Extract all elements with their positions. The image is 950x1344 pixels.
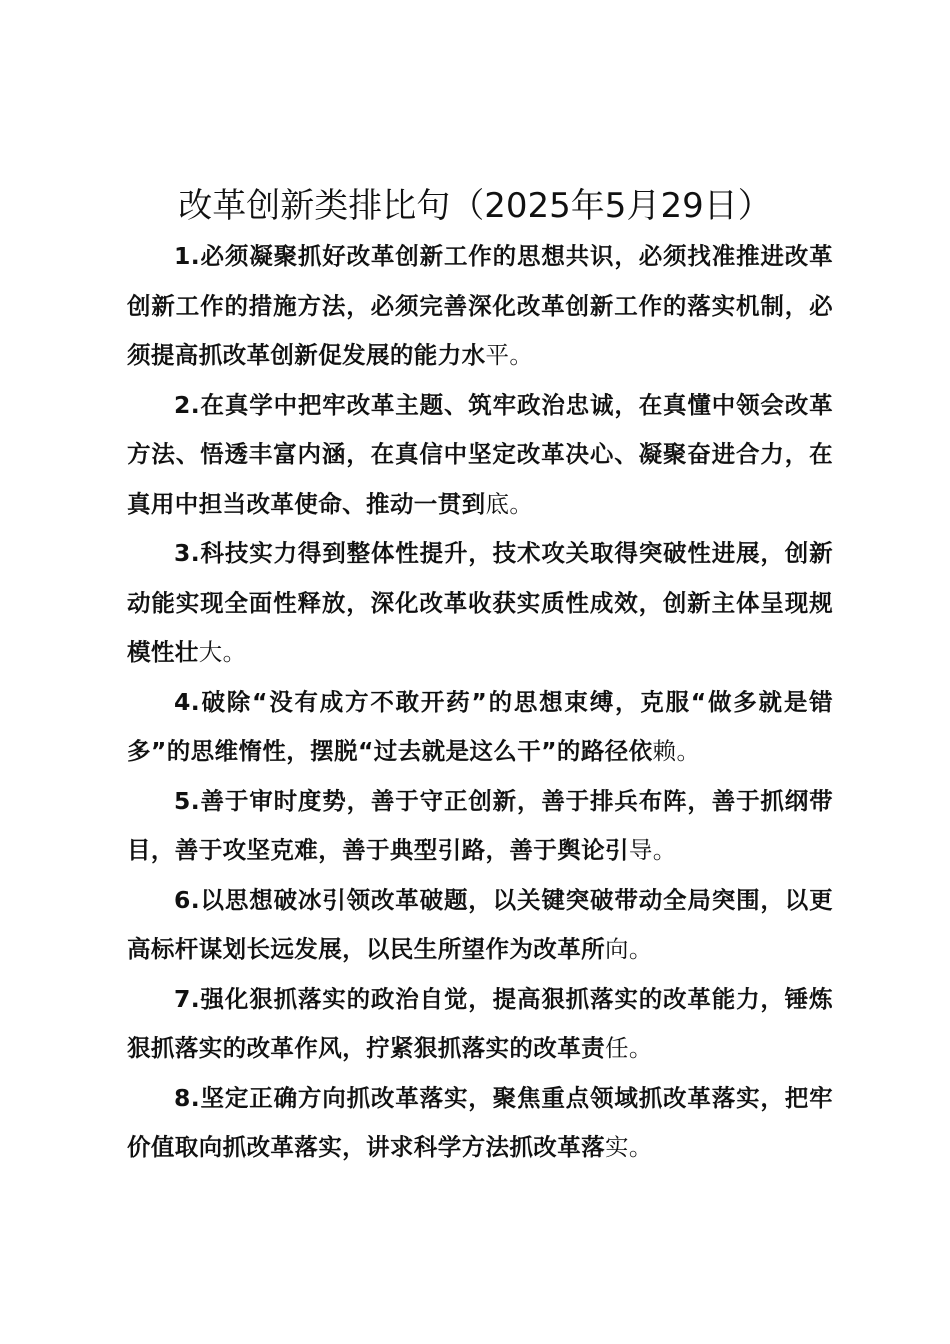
paragraph-text: 在真学中把牢改革主题、筑牢政治忠诚，在真懂中领会改革方法、悟透丰富内涵，在真信中坚定改革决心、凝聚奋进合力，在真用中担当改革使命、推动一贯到 — [127, 390, 833, 518]
paragraph-tail: 实。 — [605, 1133, 653, 1161]
paragraph-tail: 底。 — [485, 489, 534, 518]
paragraph-text: 必须凝聚抓好改革创新工作的思想共识，必须找准推进改革创新工作的措施方法，必须完善深化改革创新工作的落实机制，必须提高抓改革创新促发展的能力水 — [127, 242, 833, 369]
paragraph-3 — [127, 529, 833, 678]
paragraph-number: 7. — [174, 984, 201, 1013]
paragraph-text: 科技实力得到整体性提升，技术攻关取得突破性进展，创新动能实现全面性释放，深化改革收获实质性成效，创新主体呈现规模性壮 — [127, 539, 833, 666]
paragraph-tail: 向。 — [605, 935, 653, 963]
paragraph-tail: 导。 — [628, 836, 677, 864]
paragraph-6 — [127, 876, 833, 975]
paragraph-7 — [127, 975, 833, 1074]
paragraph-text: 善于审时度势，善于守正创新，善于排兵布阵，善于抓纲带目，善于攻坚克难，善于典型引路，善于舆论引 — [127, 786, 833, 864]
paragraph-number: 3. — [174, 539, 201, 567]
paragraph-tail: 任。 — [605, 1034, 653, 1062]
paragraph-tail: 大。 — [198, 638, 247, 666]
paragraph-1 — [127, 232, 833, 381]
paragraph-2 — [127, 381, 833, 530]
paragraph-text: 以思想破冰引领改革破题，以关键突破带动全局突围，以更高标杆谋划长远发展，以民生所望作为改革所 — [127, 885, 833, 963]
document-title: 改革创新类排比句（2025年5月29日） — [178, 186, 772, 226]
paragraph-number: 8. — [174, 1083, 201, 1112]
paragraph-number: 1. — [174, 242, 201, 270]
document-body — [127, 232, 833, 1173]
paragraph-5 — [127, 777, 833, 876]
paragraph-number: 6. — [174, 885, 201, 914]
paragraph-tail: 赖。 — [652, 737, 701, 765]
paragraph-8 — [127, 1074, 833, 1173]
paragraph-number: 4. — [174, 687, 201, 716]
paragraph-4 — [127, 678, 833, 777]
paragraph-text: 破除“没有成方不敢开药”的思想束缚，克服“做多就是错多”的思维惰性，摆脱“过去就是这么干”的路径依 — [127, 687, 833, 765]
paragraph-tail: 平。 — [485, 341, 534, 369]
paragraph-text: 强化狠抓落实的政治自觉，提高狠抓落实的改革能力，锤炼狠抓落实的改革作风，拧紧狠抓落实的改革责 — [127, 984, 833, 1062]
paragraph-number: 2. — [174, 390, 201, 419]
paragraph-number: 5. — [174, 786, 201, 815]
paragraph-text: 坚定正确方向抓改革落实，聚焦重点领域抓改革落实，把牢价值取向抓改革落实，讲求科学方法抓改革落 — [127, 1083, 833, 1161]
